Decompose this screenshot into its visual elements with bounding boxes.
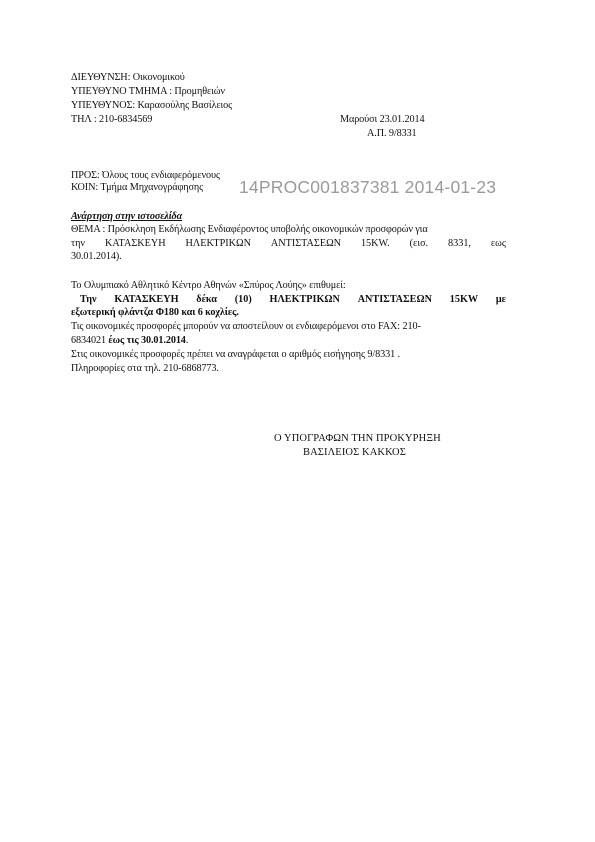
offers-end: . bbox=[185, 335, 189, 346]
fax-number-rest: 6834021 bbox=[71, 335, 106, 346]
item-word: 15KW bbox=[449, 294, 479, 305]
recipient-to: ΠΡΟΣ: Όλους τους ενδιαφερόμενους bbox=[71, 170, 220, 181]
subject-word: ΑΝΤΙΣΤΑΣΕΩΝ bbox=[270, 238, 341, 249]
posting-note: Ανάρτηση στην ιστοσελίδα bbox=[71, 211, 183, 222]
header-place-date: Μαρούσι 23.01.2014 bbox=[340, 114, 425, 125]
subject-word: ΗΛΕΚΤΡΙΚΩΝ bbox=[185, 238, 251, 249]
signature-name: ΒΑΣΙΛΕΙΟΣ ΚΑΚΚΟΣ bbox=[303, 447, 406, 458]
header-responsible: ΥΠΕΥΘΥΝΟΣ: Καρασούλης Βασίλειος bbox=[71, 100, 233, 111]
body-item-line-1 bbox=[80, 294, 506, 306]
recipient-cc: ΚΟΙΝ: Τμήμα Μηχανογράφησης bbox=[71, 182, 204, 193]
body-offers-line-2 bbox=[71, 335, 188, 347]
subject-word: ΚΑΤΑΣΚΕΥΗ bbox=[104, 238, 166, 249]
subject-line-1: ΘΕΜΑ : Πρόσκληση Εκδήλωσης Ενδιαφέροντος υποβολής οικονομικών προσφορών για bbox=[71, 224, 428, 235]
subject-word: εως bbox=[490, 238, 506, 249]
subject-word: την bbox=[71, 238, 86, 249]
item-word: δέκα bbox=[196, 294, 217, 305]
item-word: ΗΛΕΚΤΡΙΚΩΝ bbox=[269, 294, 340, 305]
header-protocol-number: Α.Π. 9/8331 bbox=[367, 128, 417, 139]
subject-word: (εισ. bbox=[409, 238, 429, 249]
subject-line-3: 30.01.2014). bbox=[71, 251, 122, 262]
diavgeia-stamp: 14PROC001837381 2014-01-23 bbox=[239, 177, 497, 197]
item-word: ΚΑΤΑΣΚΕΥΗ bbox=[114, 294, 179, 305]
body-item-line-2: εξωτερική φλάντζα Φ180 και 6 κοχλίες. bbox=[71, 307, 239, 318]
item-word: ΑΝΤΙΣΤΑΣΕΩΝ bbox=[357, 294, 432, 305]
item-word: Την bbox=[80, 294, 97, 305]
header-phone: ΤΗΛ : 210-6834569 bbox=[71, 114, 153, 125]
body-reference-line: Στις οικονομικές προσφορές πρέπει να αναγράφεται ο αριθμός εισήγησης 9/8331 . bbox=[71, 349, 400, 360]
subject-word: 8331, bbox=[448, 238, 471, 249]
header-directorate: ΔΙΕΥΘΥΝΣΗ: Οικονομικού bbox=[71, 72, 185, 83]
signature-title: Ο ΥΠΟΓΡΑΦΩΝ ΤΗΝ ΠΡΟΚΥΡΗΞΗ bbox=[274, 433, 441, 444]
item-word: με bbox=[495, 294, 506, 305]
header-department: ΥΠΕΥΘΥΝΟ ΤΜΗΜΑ : Προμηθειών bbox=[71, 86, 225, 97]
body-offers-line-1: Τις οικονομικές προσφορές μπορούν να αποστείλουν οι ενδιαφερόμενοι στο FAX: 210- bbox=[71, 321, 421, 332]
body-intro: Το Ολυμπιακό Αθλητικό Κέντρο Αθηνών «Σπύρος Λούης» επιθυμεί: bbox=[71, 280, 346, 291]
body-info-line: Πληροφορίες στα τηλ. 210-6868773. bbox=[71, 363, 219, 374]
subject-line-2 bbox=[71, 238, 506, 250]
subject-word: 15KW. bbox=[360, 238, 390, 249]
item-word: (10) bbox=[234, 294, 252, 305]
offers-deadline: έως τις 30.01.2014 bbox=[105, 335, 186, 346]
